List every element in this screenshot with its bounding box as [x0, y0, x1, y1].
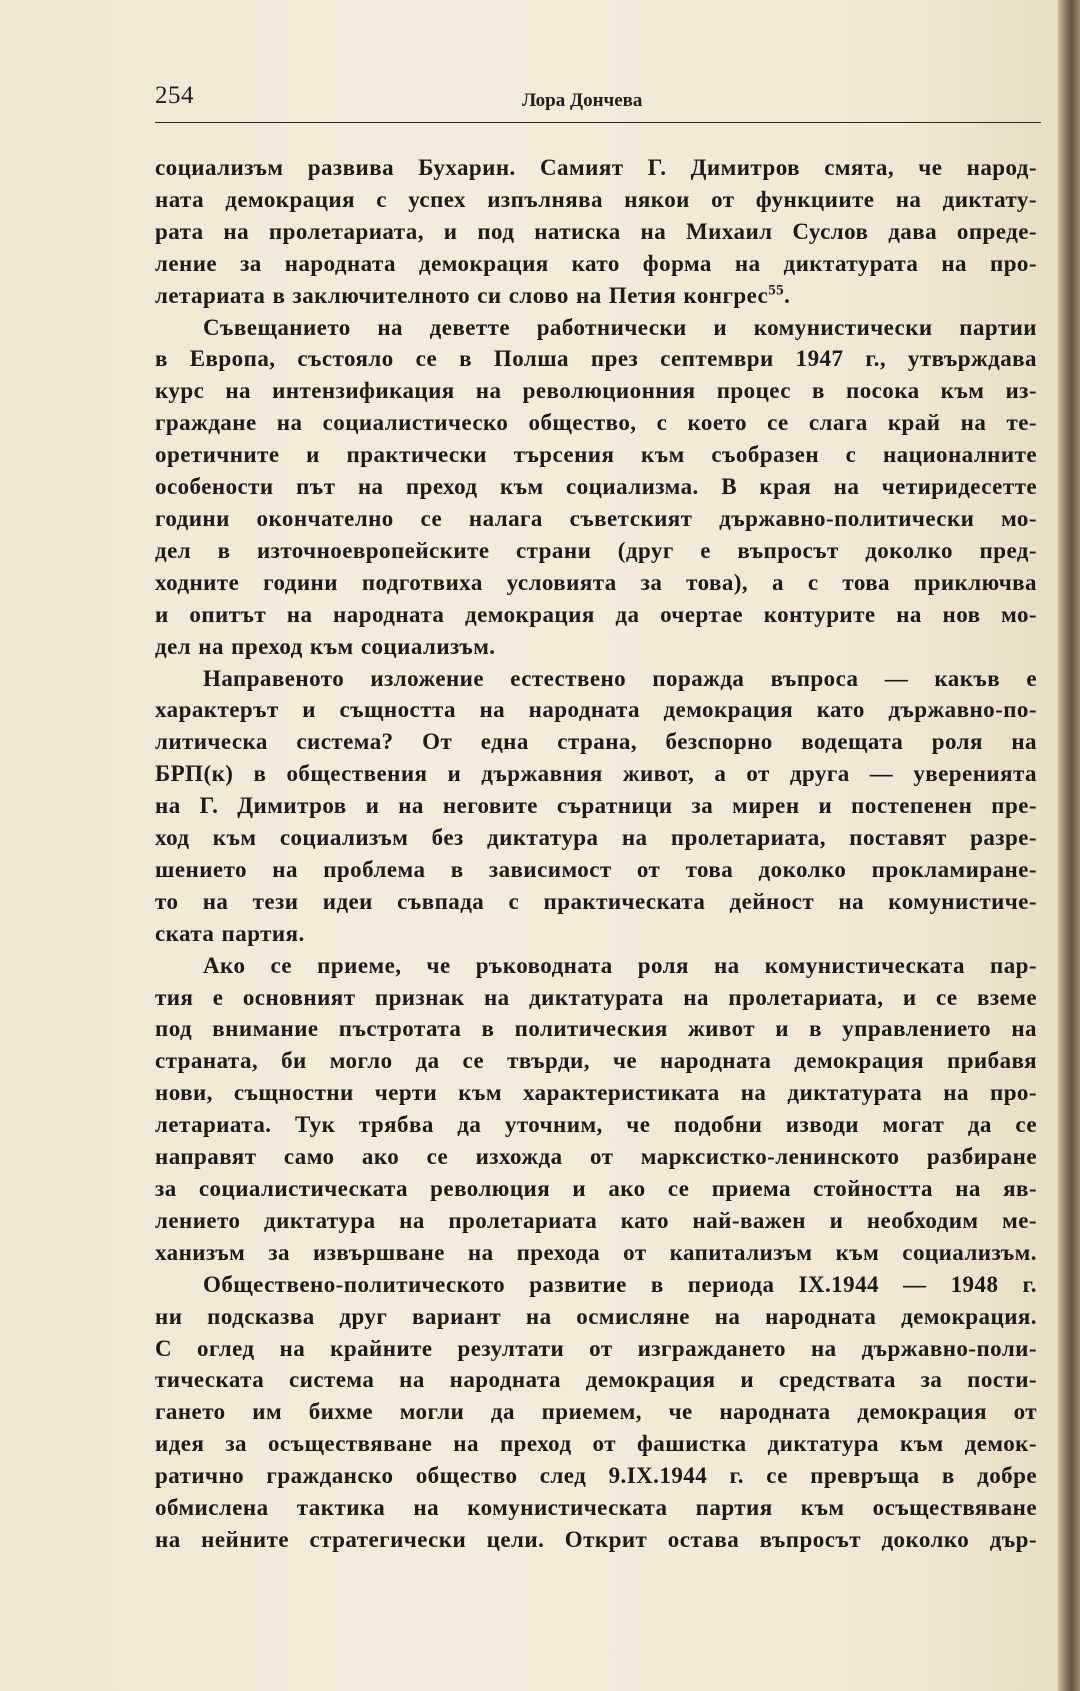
paragraph-2 — [155, 312, 1037, 663]
text-line: обмислена тактика на комунистическата партия към осъществяване — [155, 1495, 1037, 1521]
page-edge-shadow — [1058, 0, 1080, 1691]
paragraph-5 — [155, 1269, 1037, 1556]
text-line: дел на преход към социализъм. — [155, 633, 496, 659]
text-line: летариата. Тук трябва да уточним, че подобни изводи могат да се — [155, 1112, 1037, 1138]
text-line: на нейните стратегически цели. Открит остава въпросът доколко дър- — [155, 1526, 1037, 1552]
text-line: в Европа, състояло се в Полша през септември 1947 г., утвърждава — [155, 346, 1037, 372]
text-line: идея за осъществяване на преход от фашистка диктатура към демок- — [155, 1431, 1037, 1457]
text-line: страната, би могло да се твърди, че народната демокрация прибавя — [155, 1048, 1037, 1074]
text-line: тия е основният признак на диктатурата на пролетариата, и се вземе — [155, 984, 1037, 1010]
text-line: ратично гражданско общество след 9.IX.1944 г. се превръща в добре — [155, 1463, 1037, 1489]
text-line-with-footnote — [155, 280, 1037, 312]
text-line: ходните години подготвиха условията за това), а с това приключва — [155, 569, 1037, 595]
text-line: гането им бихме могли да приемем, че народната демокрация от — [155, 1399, 1037, 1425]
running-head-author: Лора Дончева — [522, 90, 643, 111]
text-line: дел в източноевропейските страни (друг е въпросът доколко пред- — [155, 537, 1037, 563]
page-number: 254 — [155, 82, 194, 109]
text-line: рата на пролетариата, и под натиска на Михаил Суслов дава опреде- — [155, 218, 1037, 244]
text-line: Направеното изложение естествено поражда въпроса — какъв е — [203, 665, 1037, 691]
text-line: за социалистическата революция и ако се приема стойността на яв- — [155, 1176, 1037, 1201]
text-line: ската партия. — [155, 920, 305, 946]
paragraph-4 — [155, 950, 1037, 1269]
text-line: направят само ако се изхожда от марксистко-ленинското разбиране — [155, 1144, 1037, 1170]
text-line: характерът и същността на народната демокрация като държавно-по- — [155, 697, 1037, 723]
text-line: ление за народната демокрация като форма на диктатурата на про- — [155, 250, 1037, 276]
text-line: Обществено-политическото развитие в периода IX.1944 — 1948 г. — [203, 1271, 1037, 1297]
text-line: летариата в заключителното си слово на Петия конгрес — [155, 282, 769, 308]
text-line: ни подсказва друг вариант на осмисляне на народната демокрация. — [155, 1303, 1037, 1329]
text-line: граждане на социалистическо общество, с което се слага край на те- — [155, 410, 1037, 436]
text-line: литическа система? От една страна, безспорно водещата роля на — [155, 729, 1037, 755]
text-line: и опитът на народната демокрация да очертае контурите на нов мо- — [155, 601, 1037, 627]
text-line: Ако се приеме, че ръководната роля на комунистическата пар- — [203, 952, 1037, 978]
text-line: нови, същностни черти към характеристиката на диктатурата на про- — [155, 1080, 1037, 1106]
text-line: тическата система на народната демокрация и средствата за пости- — [155, 1367, 1037, 1393]
text-line: С оглед на крайните резултати от изграждането на държавно-поли- — [155, 1335, 1037, 1361]
text-line: ханизъм за извършване на прехода от капитализъм към социализъм. — [155, 1239, 1037, 1265]
text-line: то на тези идеи съвпада с практическата дейност на комунистиче- — [155, 888, 1037, 914]
paragraph-1 — [155, 152, 1037, 312]
text-line: социализъм развива Бухарин. Самият Г. Димитров смята, че народ- — [155, 155, 1037, 180]
text-line: оретичните и практически търсения към съобразен с националните — [155, 442, 1037, 468]
text-line: особености път на преход към социализма. В края на четиридесетте — [155, 474, 1037, 500]
text-line: на Г. Димитров и на неговите съратници за мирен и постепенен пре- — [155, 793, 1037, 819]
text-line: години окончателно се налага съветският държавно-политически мо- — [155, 505, 1037, 531]
text-line: ната демокрация с успех изпълнява някои от функциите на диктату- — [155, 186, 1037, 212]
text-line: ход към социализъм без диктатура на пролетариата, поставят разре- — [155, 825, 1037, 851]
footnote-marker: 55 — [768, 281, 785, 298]
text-line: БРП(к) в обществения и държавния живот, а от друга — уверенията — [155, 761, 1037, 787]
text-line: лението диктатура на пролетариата като най-важен и необходим ме- — [155, 1207, 1037, 1233]
sentence-end: . — [784, 282, 791, 308]
text-line: курс на интензификация на революционния процес в посока към из- — [155, 378, 1037, 404]
text-line: под внимание пъстротата в политическия живот и в управлението на — [155, 1016, 1037, 1042]
body-text — [155, 152, 1037, 1556]
page-header — [155, 78, 1041, 123]
text-line: шението на проблема в зависимост от това доколко прокламиране- — [155, 856, 1037, 882]
text-line: Съвещанието на деветте работнически и комунистически партии — [203, 314, 1037, 340]
paragraph-3 — [155, 663, 1037, 950]
